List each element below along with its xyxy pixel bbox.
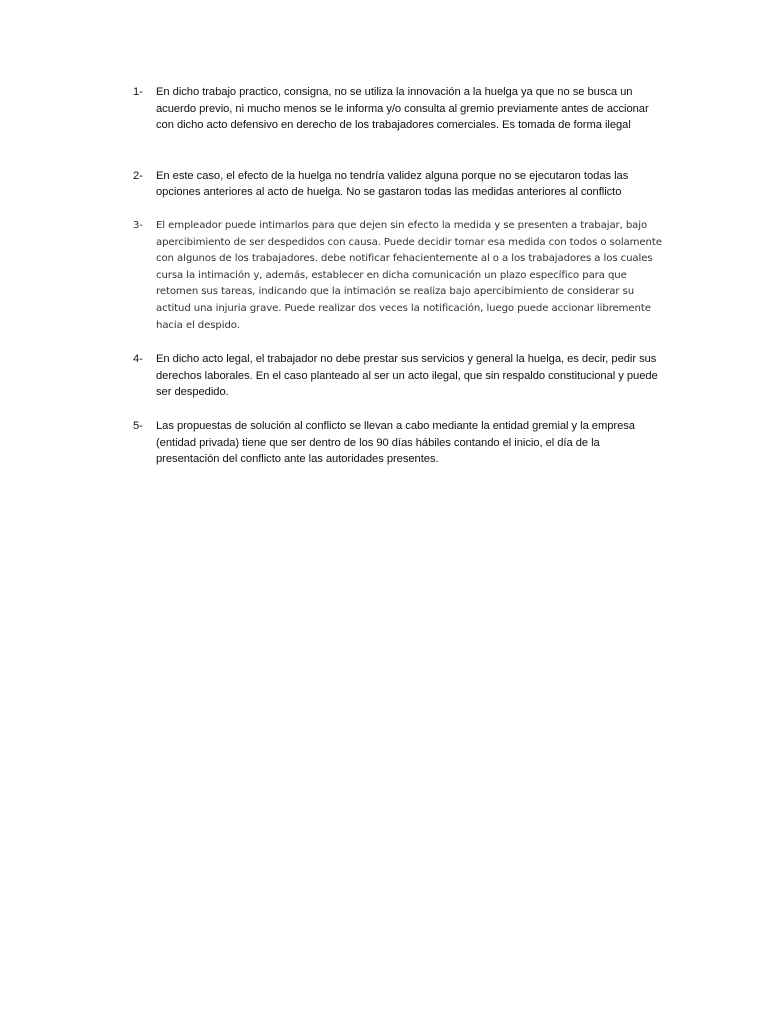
list-item-text: En este caso, el efecto de la huelga no tendría validez alguna porque no se ejecutaron todas las opciones anteriores al acto de huelga. No se gastaron todas las medidas anteriores al conflicto [156, 169, 629, 199]
paragraph-spacer [133, 401, 663, 418]
list-item [133, 84, 663, 134]
list-item [133, 351, 663, 401]
list-item-text: En dicho trabajo practico, consigna, no se utiliza la innovación a la huelga ya que no se busca un acuerdo previo, ni mucho menos se le informa y/o consulta al gremio previamente antes de accionar con dicho acto defensivo en derecho de los trabajadores comerciales. Es tomada de forma ilegal [156, 86, 649, 132]
paragraph-spacer [133, 134, 663, 168]
list-item [133, 218, 663, 334]
numbered-answer-list [133, 84, 663, 468]
list-item-number: 1- [133, 86, 143, 98]
list-item-text: En dicho acto legal, el trabajador no debe prestar sus servicios y general la huelga, es decir, pedir sus derechos laborales. En el caso planteado al ser un acto ilegal, que sin respaldo constitucional y puede ser despedido. [156, 353, 658, 399]
paragraph-spacer [133, 334, 663, 351]
list-item-number: 2- [133, 169, 143, 182]
list-item-number: 5- [133, 419, 143, 432]
list-item-number: 3- [133, 219, 143, 231]
list-item-text: El empleador puede intimarlos para que dejen sin efecto la medida y se presenten a trabajar, bajo apercibimiento de ser despedidos con causa. Puede decidir tomar esa medida con todos o solamente con algunos de los trabajadores. debe notificar fehacientemente al o a los trabajadores a los cuales cursa la intimación y, además, establecer en dicha comunicación un plazo específico para que retomen sus tareas, indicando que la intimación se realiza bajo apercibimiento de considerar su actitud una injuria grave. Puede realizar dos veces la notificación, luego puede accionar libremente hacia el despido. [156, 219, 662, 331]
paragraph-spacer [133, 201, 663, 218]
list-item-text: Las propuestas de solución al conflicto se llevan a cabo mediante la entidad gremial y la empresa (entidad privada) tiene que ser dentro de los 90 días hábiles contando el inicio, el día de la presentación del conflicto ante las autoridades presentes. [156, 419, 635, 466]
list-item [133, 168, 663, 201]
list-item-number: 4- [133, 353, 143, 366]
list-item [133, 418, 663, 468]
